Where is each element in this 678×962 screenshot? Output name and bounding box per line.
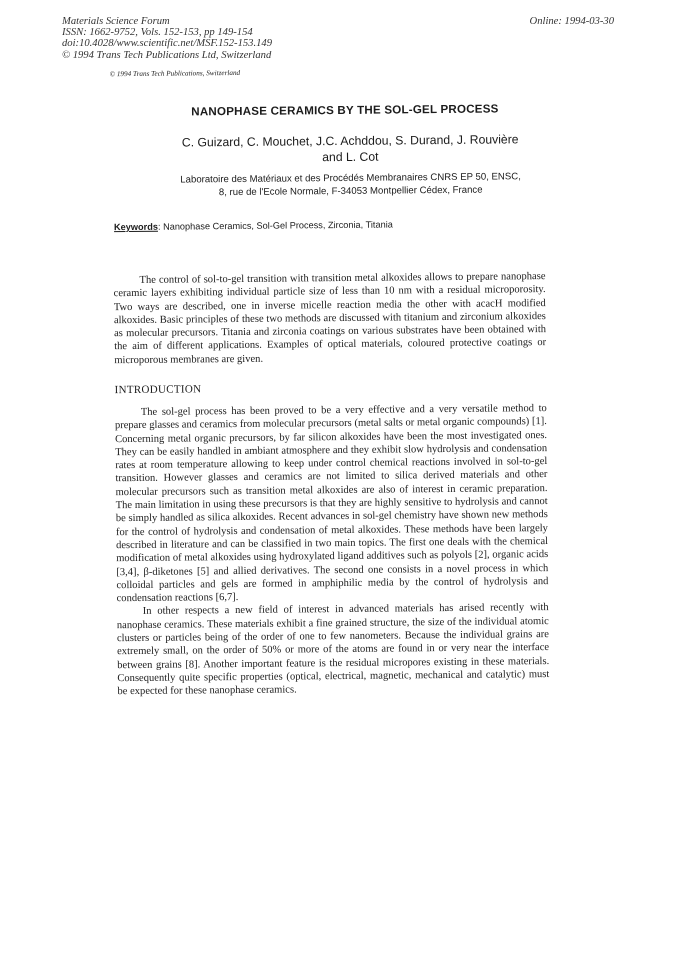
paper-title: NANOPHASE CERAMICS BY THE SOL-GEL PROCESS bbox=[191, 102, 499, 119]
affiliation bbox=[121, 170, 581, 201]
introduction-paragraph-1: The sol-gel process has been proved to be a very effective and a very versatile method to prepare glasses and ceramics from molecular precursors (metal salts or metal organic compounds) [1]. Concerning metal organic precursors, by far silicon alkoxides have been the most investigated ones. They can be easily handled in ambiant atmosphere and they exhibit slow hydrolysis and condensation rates at room temperature allowing to keep under control chemical reactions involved in sol-to-gel transition. However glasses and ceramics are not limited to silica derived materials and other molecular precursors such as transition metal alkoxides are also of interest in ceramic preparation. The main limitation in using these precursors is that they are highly sensitive to hydrolysis and cannot be simply handled as silica alkoxides. Recent advances in sol-gel chemistry have shown new methods for the control of hydrolysis and condensation of metal alkoxides. These methods have been largely described in literature and can be classified in two main topics. The first one deals with the chemical modification of metal alkoxides using hydroxylated ligand additives such as polyols [2], organic acids [3,4], β-diketones [5] and allied derivatives. The second one consists in a novel process in which colloidal particles and gels are formed in amphiphilic media by the control of hydrolysis and condensation reactions [6,7]. bbox=[114, 403, 549, 605]
authors bbox=[115, 132, 585, 168]
affiliation-line-2: 8, rue de l'Ecole Normale, F-34053 Montpellier Cédex, France bbox=[218, 184, 483, 199]
keywords-label: Keywords bbox=[113, 221, 158, 233]
doi-line: doi:10.4028/www.scientific.net/MSF.152-153.149 bbox=[62, 38, 272, 50]
keywords-list: : Nanophase Ceramics, Sol-Gel Process, Zirconia, Titania bbox=[157, 219, 393, 232]
introduction-paragraph-2: In other respects a new field of interest in advanced materials has arised recently with nanophase ceramics. These materials exhibit a fine grained structure, the size of the individual atomic clusters or particles being of the order of one to few nanometers. Because the individual grains are extremely small, on the order of 50% or more of the atoms are found in or very near the interface between grains [8]. Another important feature is the residual micropores existing in these materials. Consequently quite specific properties (optical, electrical, magnetic, mechanical and catalytic) must be expected for these nanophase ceramics. bbox=[116, 602, 550, 698]
online-date: Online: 1994-03-30 bbox=[529, 16, 614, 27]
abstract-text: The control of sol-to-gel transition with transition metal alkoxides allows to prepare nanophase ceramic layers exhibiting individual particle size of less than 10 nm with a residual microporosity. Two ways are described, one in inverse micelle reaction media the other with acacH modified alkoxides. Basic principles of these two methods are discussed with titanium and zirconium alkoxides as molecular precursors. Titania and zirconia coatings on various substrates have been obtained with the aim of different applications. Examples of optical materials, coloured protective coatings or microporous membranes are given. bbox=[113, 271, 547, 366]
abstract bbox=[113, 270, 546, 367]
keywords bbox=[114, 218, 574, 232]
authors-line-2: and L. Cot bbox=[322, 149, 379, 164]
copyright-line: © 1994 Trans Tech Publications Ltd, Switzerland bbox=[62, 49, 272, 61]
issn-line: ISSN: 1662-9752, Vols. 152-153, pp 149-154 bbox=[62, 27, 253, 39]
journal-name: Materials Science Forum bbox=[62, 16, 170, 27]
section-heading-introduction: INTRODUCTION bbox=[114, 383, 202, 397]
authors-line-1: C. Guizard, C. Mouchet, J.C. Achddou, S. Durand, J. Rouvière bbox=[181, 132, 519, 150]
introduction-body bbox=[115, 402, 550, 699]
affiliation-line-1: Laboratoire des Matériaux et des Procédés Membranaires CNRS EP 50, ENSC, bbox=[180, 171, 521, 186]
scan-copyright: © 1994 Trans Tech Publications, Switzerland bbox=[109, 68, 241, 79]
